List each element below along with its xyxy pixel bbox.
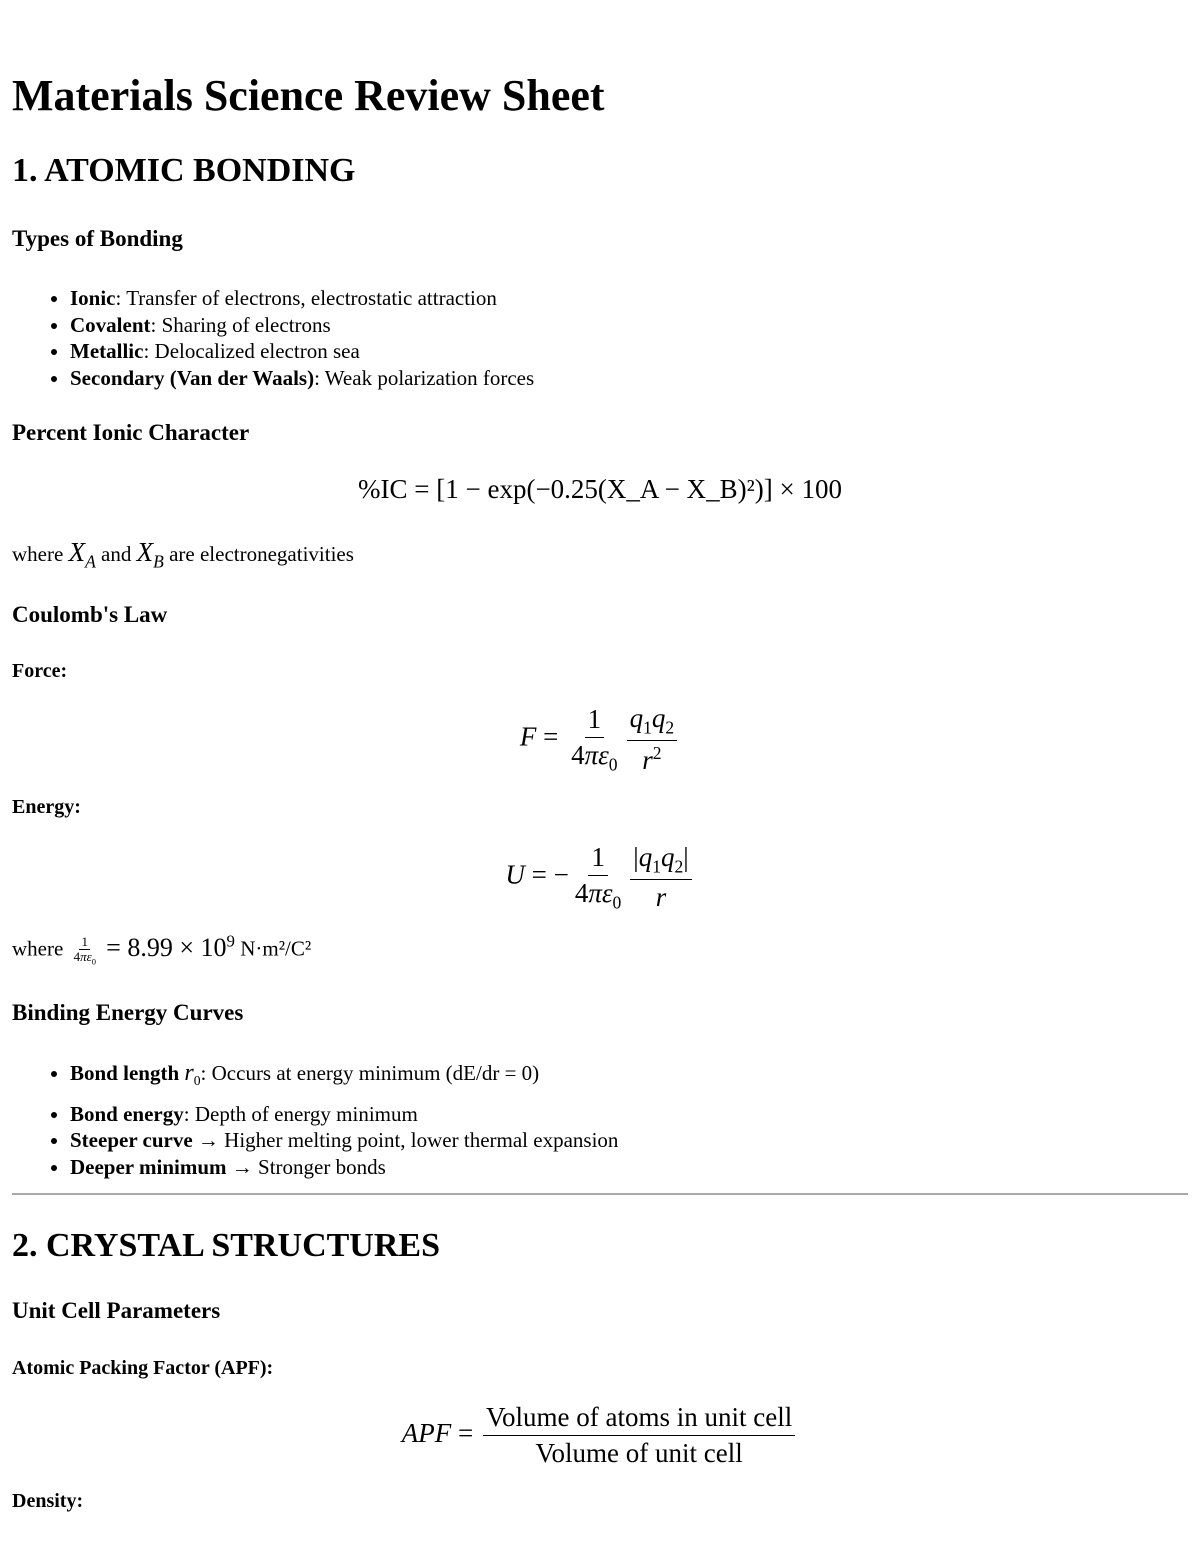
list-item: • Bond length $r_0$: Occurs at energy minimum (dE/dr = 0) [70, 1060, 618, 1095]
list-item: • Deeper minimum → Stronger bonds [70, 1154, 618, 1181]
list-item: • Covalent: Sharing of electrons [70, 312, 534, 339]
energy-label: Energy: [12, 796, 81, 818]
apf-label: Atomic Packing Factor (APF): [12, 1357, 274, 1379]
coulomb-constant-note: where $\frac{1}{4\pi\varepsilon_0}$ = $8.99 \times 10^9$ N·m²/C² [12, 931, 312, 967]
coulomb-energy-equation: U = − $\frac{1}{4\pi\varepsilon_0}$ $\frac{|q_1q_2|}{r}$ [0, 842, 1200, 913]
coulombs-law-heading: Coulomb's Law [12, 602, 168, 627]
section-2-heading: 2. CRYSTAL STRUCTURES [12, 1227, 441, 1264]
page-title: Materials Science Review Sheet [12, 71, 605, 120]
types-of-bonding-heading: Types of Bonding [12, 226, 183, 251]
list-item: • Bond energy: Depth of energy minimum [70, 1101, 618, 1128]
electronegativity-note: where $X_A$ and $X_B$ are electronegativities [12, 537, 354, 572]
percent-ionic-character-heading: Percent Ionic Character [12, 420, 250, 445]
section-1-heading: 1. ATOMIC BONDING [12, 152, 356, 189]
list-item: • Metallic: Delocalized electron sea [70, 338, 534, 365]
apf-equation: APF = $\frac{\text{Volume of atoms in unit cell}}{\text{Volume of unit cell}}$ [0, 1402, 1200, 1469]
unit-cell-parameters-heading: Unit Cell Parameters [12, 1298, 221, 1323]
list-item: • Ionic: Transfer of electrons, electrostatic attraction [70, 285, 534, 312]
force-label: Force: [12, 660, 68, 682]
coulomb-force-equation: F = $\frac{1}{4\pi\varepsilon_0}$ $\frac{q_1q_2}{r^2}$ [0, 703, 1200, 776]
binding-energy-curves-heading: Binding Energy Curves [12, 1000, 244, 1025]
list-item: • Steeper curve → Higher melting point, lower thermal expansion [70, 1127, 618, 1154]
percent-ionic-equation: %IC = [1 − exp(−0.25(X_A − X_B)²)] × 100 [358, 474, 842, 504]
list-item: • Secondary (Van der Waals): Weak polarization forces [70, 365, 534, 392]
bonding-types-list [12, 285, 534, 391]
binding-energy-list [12, 1060, 618, 1180]
density-label: Density: [12, 1490, 84, 1512]
section-divider [12, 1193, 1188, 1195]
